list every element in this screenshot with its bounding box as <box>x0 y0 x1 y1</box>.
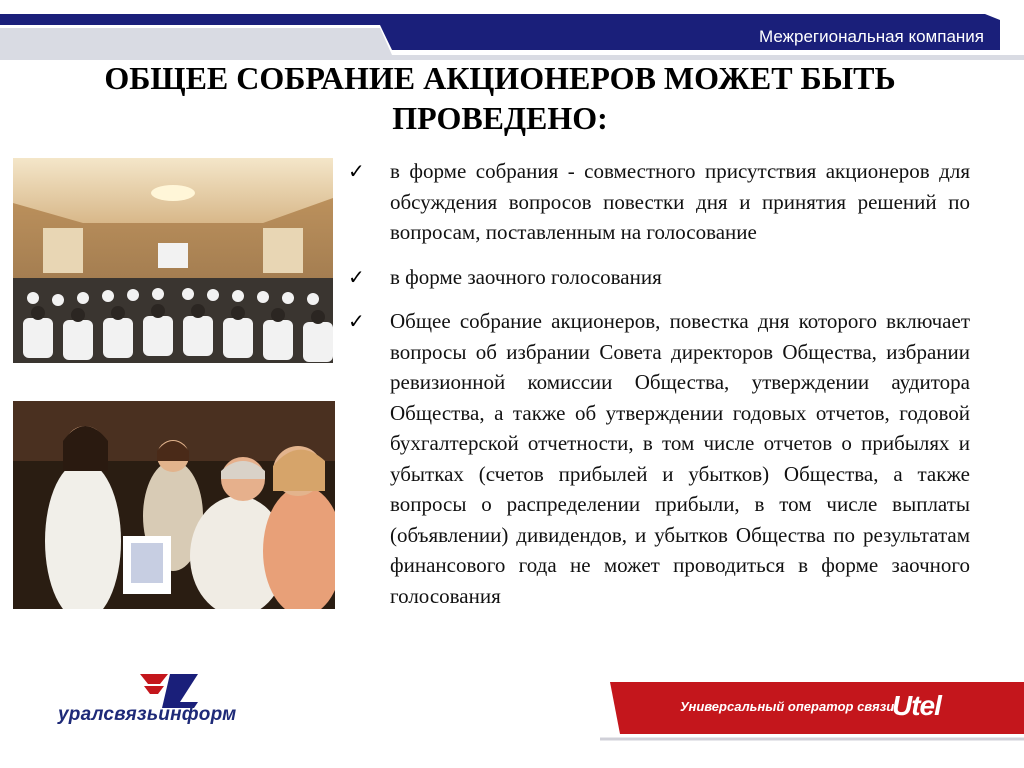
shareholders-meeting-photo <box>13 401 335 609</box>
bullet-item <box>348 306 970 611</box>
checkmark-icon: ✓ <box>348 159 365 183</box>
slogan-text: Универсальный оператор связи <box>680 699 895 714</box>
logo-text: уралсвязьинформ <box>58 704 237 725</box>
bullet-list <box>348 156 970 625</box>
slide-title <box>30 58 970 138</box>
title-line-2: ПРОВЕДЕНО: <box>392 100 608 136</box>
bullet-text: в форме собрания - совместного присутствия акционеров для обсуждения вопросов повестки дня и принятия решений по вопросам, поставленным на голосование <box>390 159 970 244</box>
checkmark-icon: ✓ <box>348 309 365 333</box>
bullet-item <box>348 156 970 248</box>
bullet-text: Общее собрание акционеров, повестка дня которого включает вопросы об избрании Совета директоров Общества, избрании ревизионной комиссии Общества, утверждении аудитора Общества, а также об утверждении годовых отчетов, годовой бухгалтерской отчетности, в том числе отчетов о прибылях и убытках (счетов прибылей и убытков) Общества, а также вопросы о распределении прибыли, в том числе выплаты (объявлении) дивидендов, и убытков Общества по результатам финансового года не может проводиться в форме заочного голосования <box>390 309 970 608</box>
bullet-item <box>348 262 970 293</box>
utel-logo: Utel <box>892 690 941 721</box>
checkmark-icon: ✓ <box>348 264 365 289</box>
bullet-text: в форме заочного голосования <box>390 264 662 289</box>
title-line-1: ОБЩЕЕ СОБРАНИЕ АКЦИОНЕРОВ МОЖЕТ БЫТЬ <box>104 60 896 96</box>
company-label: Межрегиональная компания <box>759 27 984 46</box>
conference-hall-photo <box>13 158 333 363</box>
